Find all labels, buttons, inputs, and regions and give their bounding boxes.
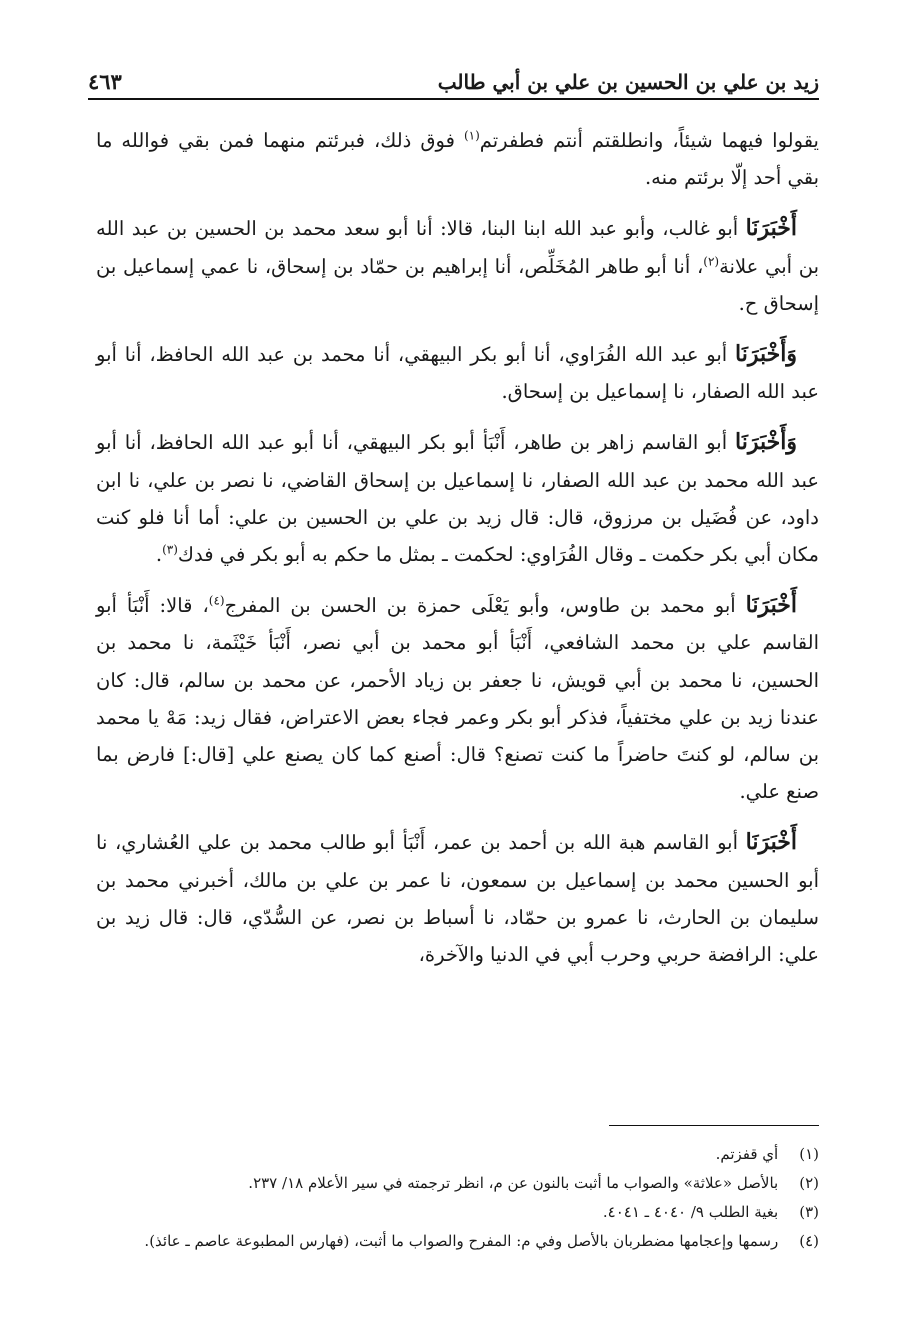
- footnote-ref[interactable]: (٢): [703, 254, 720, 269]
- paragraph-text: ، قالا: أَنْبَأ أبو القاسم علي بن محمد الشافعي، أَنْبَأ أبو محمد بن أبي نصر، أَنْبَأ خَيْثَمة، نا محمد بن الحسين، نا محمد بن أبي قويش، نا جعفر بن زياد الأحمر، عن محمد بن سالم، قال: كان عندنا زيد بن علي مختفياً، فذكر أبو بكر وعمر فجاء بعض الاعتراض، فقال زيد: مَهْ يا محمد بن سالم، لو كنتَ حاضراً ما كنت تصنع؟ قال: أصنع كما كان يصنع علي [قال:] فارض بما صنع علي.: [96, 594, 819, 804]
- paragraph: [96, 210, 819, 322]
- main-text: [96, 122, 819, 987]
- paragraph-lead: أَخْبَرَنَا: [745, 215, 797, 242]
- running-header: [88, 58, 819, 100]
- running-title: زيد بن علي بن الحسين بن علي بن أبي طالب: [437, 70, 819, 94]
- paragraph-text: أبو عبد الله الفُرَاوي، أنا أبو بكر البيهقي، أنا محمد بن عبد الله الحافظ، أنا أبو عبد الله الصفار، نا إسماعيل بن إسحاق.: [96, 343, 819, 404]
- footnote-number: (٣): [799, 1203, 819, 1221]
- paragraph: [96, 336, 819, 410]
- footnote-text: بالأصل «علاثة» والصواب ما أثبت بالنون عن م، انظر ترجمته في سير الأعلام ١٨/ ٢٣٧.: [248, 1174, 779, 1192]
- paragraph-text: أبو القاسم زاهر بن طاهر، أَنْبَأ أبو بكر البيهقي، أنا أبو عبد الله الحافظ، أنا أبو عبد الله محمد بن عبد الله الصفار، نا إسماعيل بن إسحاق القاضي، نا نصر بن علي، نا ابن داود، عن فُضَيل بن مرزوق، قال: قال زيد بن علي بن الحسين بن علي: أما أنا فلو كنت مكان أبي بكر حكمت ـ وقال الفُرَاوي: لحكمت ـ بمثل ما حكم به أبو بكر في فدك: [96, 431, 819, 567]
- paragraph-text: أبو غالب، وأبو عبد الله ابنا البنا، قالا: أنا أبو سعد محمد بن الحسين بن عبد الله بن أبي علانة: [96, 217, 819, 278]
- paragraph-text: ، أنا أبو طاهر المُخَلِّص، أنا إبراهيم بن حمّاد بن إسحاق، نا عمي إسماعيل بن إسحاق ح.: [96, 254, 819, 315]
- paragraph-text: .: [155, 543, 163, 567]
- paragraph: [96, 122, 819, 196]
- page-number: ٤٦٣: [88, 69, 122, 94]
- paragraph-lead: وَأَخْبَرَنَا: [735, 429, 797, 456]
- footnote: [96, 1227, 819, 1256]
- footnote-text: رسمها وإعجامها مضطربان بالأصل وفي م: المفرح والصواب ما أثبت، (فهارس المطبوعة عاصم ـ عائذ).: [144, 1232, 779, 1250]
- footnote-text: أي قفزتم.: [715, 1145, 779, 1163]
- footnote-number: (٢): [799, 1174, 819, 1192]
- paragraph-lead: وَأَخْبَرَنَا: [735, 341, 797, 368]
- paragraph-lead: أَخْبَرَنَا: [745, 829, 797, 856]
- footnote-number: (٤): [799, 1232, 819, 1250]
- footnote: [96, 1198, 819, 1227]
- footnote-divider: [609, 1125, 819, 1126]
- paragraph: [96, 587, 819, 810]
- footnote-ref[interactable]: (٤): [208, 593, 225, 608]
- paragraph-text: فوق ذلك، فبرئتم منهما فمن بقي فوالله ما بقي أحد إلّا برئتم منه.: [96, 129, 819, 190]
- footnote-number: (١): [799, 1145, 819, 1163]
- footnote: [96, 1169, 819, 1198]
- paragraph-text: أبو محمد بن طاوس، وأبو يَعْلَى حمزة بن الحسن بن المفرج: [224, 594, 746, 618]
- paragraph: [96, 824, 819, 973]
- footnote-ref[interactable]: (٣): [162, 542, 178, 557]
- footnote-text: بغية الطلب ٩/ ٤٠٤٠ ـ ٤٠٤١.: [602, 1203, 779, 1221]
- footnotes: [96, 1140, 819, 1256]
- footnote-ref[interactable]: (١): [463, 128, 480, 143]
- paragraph: [96, 424, 819, 573]
- paragraph-text: يقولوا فيهما شيئاً، وانطلقتم أنتم فطفرتم: [479, 129, 819, 152]
- paragraph-lead: أَخْبَرَنَا: [745, 592, 797, 619]
- footnote: [96, 1140, 819, 1169]
- paragraph-text: أبو القاسم هبة الله بن أحمد بن عمر، أَنْبَأ أبو طالب محمد بن علي العُشاري، نا أبو الحسين محمد بن إسماعيل بن سمعون، نا عمر بن علي بن مالك، أخبرني محمد بن سليمان بن الحارث، نا عمرو بن حمّاد، نا أسباط بن نصر، عن السُّدّي، قال: قال زيد بن علي: الرافضة حربي وحرب أبي في الدنيا والآخرة،: [96, 831, 819, 967]
